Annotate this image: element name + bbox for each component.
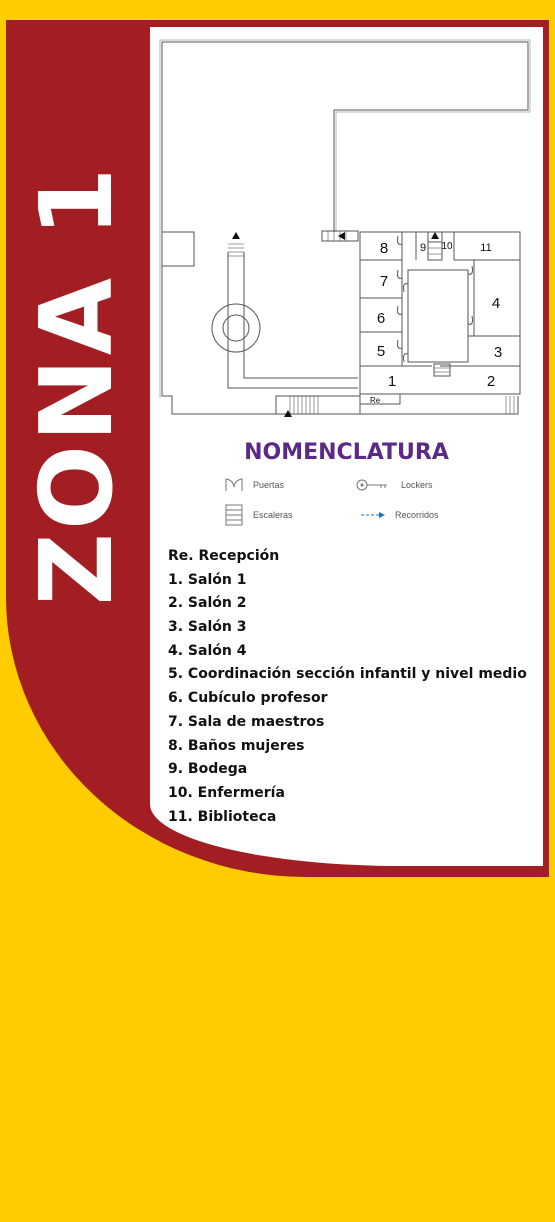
legend-item-stairs — [225, 504, 293, 526]
list-item: 7. Sala de maestros — [168, 713, 325, 730]
legend-item-lockers — [355, 478, 433, 492]
room-label: 8 — [379, 240, 389, 257]
legend-label: Puertas — [253, 480, 285, 490]
list-item: 11. Biblioteca — [168, 808, 277, 825]
room-label: 7 — [379, 273, 389, 290]
list-item: 5. Coordinación sección infantil y nivel medio — [168, 666, 527, 683]
room-label: 9 — [419, 242, 427, 254]
floor-plan-map — [158, 38, 532, 418]
legend — [225, 476, 485, 526]
list-item: 3. Salón 3 — [168, 619, 247, 636]
list-item: 1. Salón 1 — [168, 571, 247, 588]
stairs-arrow-icon — [338, 232, 345, 240]
rooms-list — [168, 545, 527, 829]
stairs-arrow-icon — [431, 232, 439, 239]
stairs-arrow-icon — [232, 232, 240, 239]
room-label: 10 — [441, 241, 453, 252]
lock-key-icon — [355, 478, 391, 492]
legend-item-doors — [225, 478, 284, 492]
room-label: 2 — [486, 373, 496, 390]
room-label: 3 — [493, 344, 503, 361]
room-label: 6 — [376, 310, 386, 327]
route-arrow-icon — [361, 511, 385, 519]
list-item: 4. Salón 4 — [168, 642, 247, 659]
legend-label: Escaleras — [253, 510, 293, 520]
door-icon — [225, 478, 243, 492]
list-item: 2. Salón 2 — [168, 595, 247, 612]
list-item: 10. Enfermería — [168, 784, 285, 801]
list-item: 8. Baños mujeres — [168, 737, 305, 754]
stairs-icon — [225, 504, 243, 526]
list-item: 9. Bodega — [168, 761, 248, 778]
list-item: Re. Recepción — [168, 548, 280, 564]
list-item: 6. Cubículo profesor — [168, 690, 328, 707]
legend-label: Lockers — [401, 480, 433, 490]
reception-label: Re — [370, 396, 381, 405]
room-label: 11 — [480, 242, 492, 254]
room-label: 1 — [387, 373, 397, 390]
room-label: 4 — [491, 295, 501, 312]
room-label: 5 — [376, 343, 386, 360]
zone-title: ZONA 1 — [18, 164, 135, 606]
legend-item-routes — [361, 510, 439, 520]
legend-label: Recorridos — [395, 510, 439, 520]
nomenclature-title: NOMENCLATURA — [244, 440, 449, 465]
